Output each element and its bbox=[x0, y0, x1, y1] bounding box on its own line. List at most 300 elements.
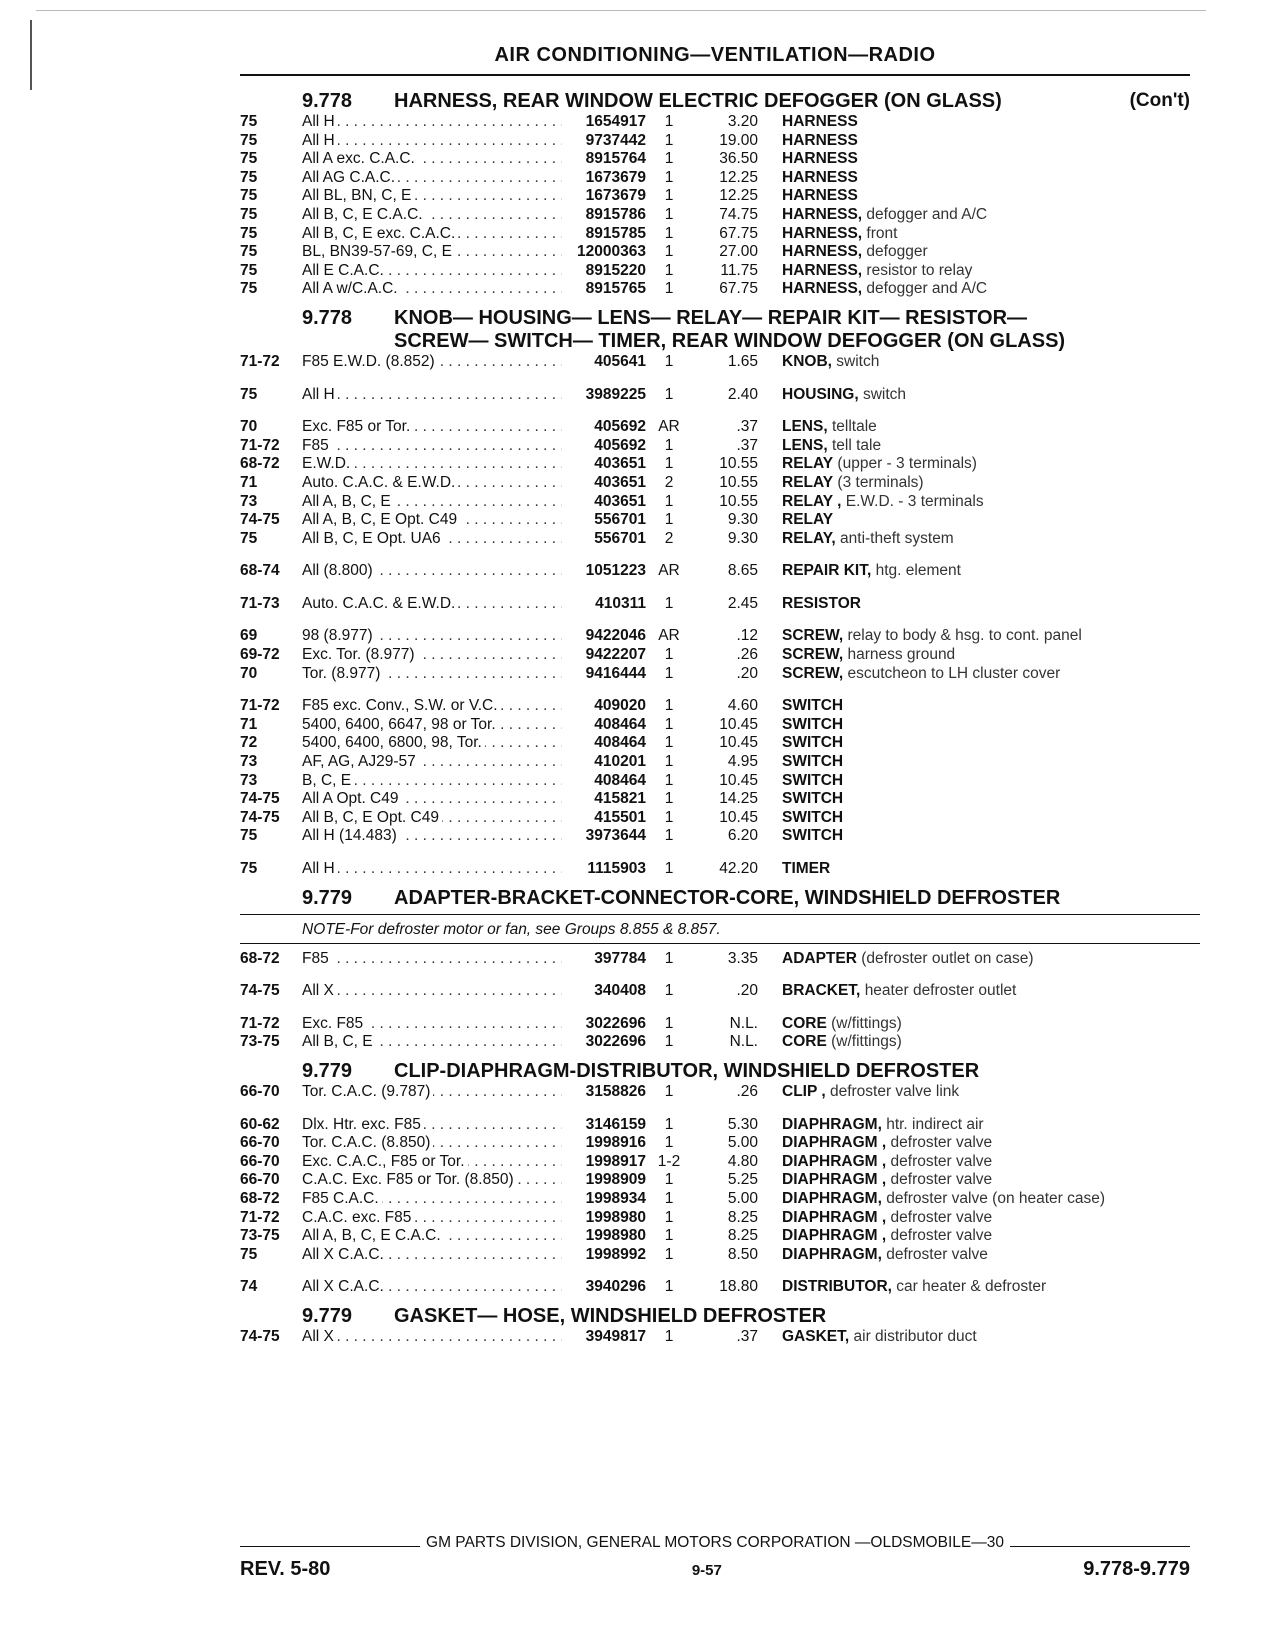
model-year: 73 bbox=[240, 753, 258, 771]
application-text: All A w/C.A.C. bbox=[302, 280, 401, 297]
part-number: 1998980 bbox=[585, 1208, 646, 1226]
model-year: 68-74 bbox=[240, 562, 280, 580]
part-number: 403651 bbox=[594, 473, 646, 491]
part-row bbox=[240, 734, 1200, 753]
part-name: SCREW, bbox=[782, 664, 844, 682]
part-name: HARNESS, bbox=[782, 205, 863, 223]
group-range: 9.778-9.779 bbox=[1083, 1558, 1190, 1580]
application bbox=[302, 132, 562, 151]
part-detail: switch bbox=[836, 352, 880, 370]
model-year: 74-75 bbox=[240, 1327, 280, 1345]
part-name: SWITCH bbox=[782, 715, 844, 733]
part-number: 405692 bbox=[594, 418, 646, 436]
part-number: 9416444 bbox=[585, 664, 646, 682]
part-description bbox=[758, 169, 1200, 188]
part-description bbox=[758, 1033, 1200, 1052]
quantity: 1 bbox=[664, 771, 674, 789]
model-year: 71 bbox=[240, 473, 258, 491]
part-name: HARNESS bbox=[782, 168, 858, 186]
application bbox=[302, 150, 562, 169]
application-text: Dlx. Htr. exc. F85 bbox=[302, 1116, 424, 1133]
application-text: F85 bbox=[302, 437, 332, 454]
price: 36.50 bbox=[719, 150, 758, 168]
price: 10.45 bbox=[719, 715, 758, 733]
part-row bbox=[240, 1015, 1200, 1034]
part-number: 9737442 bbox=[585, 131, 646, 149]
group-number: 9.778 bbox=[302, 90, 353, 112]
model-year: 71-72 bbox=[240, 1014, 280, 1032]
quantity: 1 bbox=[664, 646, 674, 664]
application bbox=[302, 243, 562, 262]
application-text: All A, B, C, E bbox=[302, 493, 394, 510]
part-description bbox=[758, 1153, 1200, 1172]
application bbox=[302, 530, 562, 549]
block-gap bbox=[240, 683, 1200, 697]
part-description bbox=[758, 716, 1200, 735]
application-text: Tor. C.A.C. (8.850) bbox=[302, 1134, 433, 1151]
model-year: 74-75 bbox=[240, 511, 280, 529]
application-text: Exc. Tor. (8.977) bbox=[302, 646, 418, 663]
part-number: 405641 bbox=[594, 352, 646, 370]
application bbox=[302, 455, 562, 474]
quantity: 1 bbox=[664, 664, 674, 682]
group-number: 9.779 bbox=[302, 1059, 353, 1082]
part-row bbox=[240, 437, 1200, 456]
application-text: All B, C, E C.A.C. bbox=[302, 206, 426, 223]
block-gap bbox=[240, 1001, 1200, 1015]
application-text: Exc. F85 bbox=[302, 1015, 366, 1032]
price: 12.25 bbox=[719, 187, 758, 205]
application-text: E.W.D. bbox=[302, 455, 353, 472]
model-year: 71-72 bbox=[240, 697, 280, 715]
application-text: C.A.C. exc. F85 bbox=[302, 1209, 414, 1226]
part-name: HARNESS bbox=[782, 113, 858, 130]
application bbox=[302, 1116, 562, 1135]
part-description bbox=[758, 753, 1200, 772]
application-text: 98 (8.977) bbox=[302, 627, 376, 644]
group-heading bbox=[240, 1305, 1200, 1328]
part-description bbox=[758, 474, 1200, 493]
block-gap bbox=[240, 846, 1200, 860]
part-detail: resistor to relay bbox=[866, 261, 973, 279]
application bbox=[302, 1209, 562, 1228]
model-year: 75 bbox=[240, 860, 258, 877]
price: 8.50 bbox=[727, 1245, 758, 1263]
part-number: 8915765 bbox=[585, 280, 646, 298]
application bbox=[302, 169, 562, 188]
group-title-line: SCREW— SWITCH— TIMER, REAR WINDOW DEFOGGER (ON GLASS) bbox=[394, 329, 1066, 352]
quantity: 1 bbox=[664, 1115, 674, 1133]
part-row bbox=[240, 716, 1200, 735]
quantity: 1 bbox=[664, 697, 674, 715]
part-name: DIAPHRAGM, bbox=[782, 1115, 882, 1133]
quantity: 1 bbox=[664, 131, 674, 149]
quantity: 1 bbox=[664, 1227, 674, 1245]
part-description bbox=[758, 243, 1200, 262]
quantity: 1 bbox=[664, 808, 674, 826]
part-row bbox=[240, 627, 1200, 646]
part-number: 8915220 bbox=[585, 261, 646, 279]
part-number: 3973644 bbox=[585, 827, 646, 845]
price: 4.60 bbox=[727, 697, 758, 715]
part-name: DIAPHRAGM, bbox=[782, 1189, 882, 1207]
application-text: All E C.A.C. bbox=[302, 262, 387, 279]
model-year: 68-72 bbox=[240, 455, 280, 473]
application bbox=[302, 1246, 562, 1265]
group-title bbox=[394, 90, 1130, 113]
part-name: SWITCH bbox=[782, 808, 844, 826]
part-number: 403651 bbox=[594, 492, 646, 510]
part-name: DIAPHRAGM , bbox=[782, 1134, 887, 1152]
part-detail: air distributor duct bbox=[853, 1327, 977, 1345]
part-number: 1051223 bbox=[585, 562, 646, 580]
quantity: 2 bbox=[664, 473, 674, 491]
part-row bbox=[240, 243, 1200, 262]
heading-rule bbox=[240, 74, 1190, 76]
model-year: 71-72 bbox=[240, 436, 280, 454]
application bbox=[302, 646, 562, 665]
price: 42.20 bbox=[719, 860, 758, 877]
quantity: 1 bbox=[664, 187, 674, 205]
application bbox=[302, 418, 562, 437]
block-gap bbox=[240, 1264, 1200, 1278]
price: 27.00 bbox=[719, 243, 758, 261]
price: 10.55 bbox=[719, 455, 758, 473]
model-year: 74-75 bbox=[240, 808, 280, 826]
part-number: 405692 bbox=[594, 436, 646, 454]
application bbox=[302, 280, 562, 299]
part-row bbox=[240, 280, 1200, 299]
part-number: 1998980 bbox=[585, 1227, 646, 1245]
part-row bbox=[240, 982, 1200, 1001]
part-description bbox=[758, 627, 1200, 646]
quantity: 1 bbox=[664, 352, 674, 370]
application bbox=[302, 595, 562, 614]
part-number: 1998992 bbox=[585, 1245, 646, 1263]
block-gap bbox=[240, 613, 1200, 627]
part-detail: defroster valve link bbox=[829, 1082, 960, 1100]
price: 6.20 bbox=[727, 827, 758, 845]
group-title-line: ADAPTER-BRACKET-CONNECTOR-CORE, WINDSHIELD DEFROSTER bbox=[394, 886, 1061, 909]
model-year: 75 bbox=[240, 1245, 258, 1263]
group-title-line: HARNESS, REAR WINDOW ELECTRIC DEFOGGER (ON GLASS) bbox=[394, 90, 1002, 112]
price: .20 bbox=[736, 664, 758, 682]
model-year: 75 bbox=[240, 113, 258, 130]
model-year: 66-70 bbox=[240, 1134, 280, 1152]
part-detail: front bbox=[866, 224, 898, 242]
application bbox=[302, 206, 562, 225]
quantity: 1 bbox=[664, 436, 674, 454]
part-row bbox=[240, 418, 1200, 437]
application-text: C.A.C. Exc. F85 or Tor. (8.850) bbox=[302, 1171, 517, 1188]
application bbox=[302, 1083, 562, 1102]
price: 8.25 bbox=[727, 1208, 758, 1226]
quantity: 1 bbox=[664, 1189, 674, 1207]
application-text: All (8.800) bbox=[302, 562, 376, 579]
part-name: SWITCH bbox=[782, 827, 844, 845]
application-text: All BL, BN, C, E bbox=[302, 187, 414, 204]
quantity: 1 bbox=[664, 168, 674, 186]
group-heading bbox=[240, 307, 1200, 353]
part-row bbox=[240, 1033, 1200, 1052]
part-description bbox=[758, 132, 1200, 151]
application bbox=[302, 734, 562, 753]
application bbox=[302, 262, 562, 281]
part-description bbox=[758, 595, 1200, 614]
application bbox=[302, 827, 562, 846]
part-name: DIAPHRAGM , bbox=[782, 1208, 887, 1226]
part-number: 1673679 bbox=[585, 168, 646, 186]
part-row bbox=[240, 809, 1200, 828]
application bbox=[302, 225, 562, 244]
part-detail: anti-theft system bbox=[840, 529, 954, 547]
model-year: 74-75 bbox=[240, 982, 280, 1000]
part-row bbox=[240, 562, 1200, 581]
part-number: 3022696 bbox=[585, 1014, 646, 1032]
part-number: 8915764 bbox=[585, 150, 646, 168]
application bbox=[302, 716, 562, 735]
part-description bbox=[758, 1246, 1200, 1265]
part-number: 408464 bbox=[594, 771, 646, 789]
application-text: All A Opt. C49 bbox=[302, 790, 402, 807]
part-name: CLIP , bbox=[782, 1082, 826, 1100]
part-detail: defroster valve (on heater case) bbox=[886, 1189, 1106, 1207]
application-text: All H bbox=[302, 132, 338, 149]
quantity: AR bbox=[658, 418, 680, 436]
part-description bbox=[758, 1083, 1200, 1102]
quantity: 1 bbox=[664, 280, 674, 298]
part-name: TIMER bbox=[782, 860, 831, 877]
page-number: 9-57 bbox=[691, 1562, 722, 1579]
group-title-line: GASKET— HOSE, WINDSHIELD DEFROSTER bbox=[394, 1304, 827, 1327]
price: 9.30 bbox=[727, 511, 758, 529]
model-year: 73 bbox=[240, 771, 258, 789]
model-year: 70 bbox=[240, 418, 258, 436]
model-year: 75 bbox=[240, 529, 258, 547]
application-text: Auto. C.A.C. & E.W.D. bbox=[302, 474, 458, 491]
model-year: 73-75 bbox=[240, 1033, 280, 1051]
part-name: HARNESS, bbox=[782, 261, 863, 279]
quantity: 1 bbox=[664, 150, 674, 168]
application bbox=[302, 982, 562, 1001]
price: .37 bbox=[736, 418, 758, 436]
application-text: AF, AG, AJ29-57 bbox=[302, 753, 419, 770]
part-row bbox=[240, 1209, 1200, 1228]
application bbox=[302, 772, 562, 791]
quantity: 1 bbox=[664, 982, 674, 1000]
application-text: All B, C, E exc. C.A.C. bbox=[302, 225, 458, 242]
part-number: 409020 bbox=[594, 697, 646, 715]
part-detail: (w/fittings) bbox=[831, 1014, 902, 1032]
part-row bbox=[240, 113, 1200, 132]
part-description bbox=[758, 353, 1200, 372]
price: 11.75 bbox=[720, 261, 758, 279]
quantity: 1 bbox=[664, 1014, 674, 1032]
application bbox=[302, 627, 562, 646]
application bbox=[302, 753, 562, 772]
quantity: 1 bbox=[664, 790, 674, 808]
part-row bbox=[240, 1278, 1200, 1297]
part-name: SWITCH bbox=[782, 734, 844, 752]
part-name: HARNESS bbox=[782, 131, 858, 149]
section-note: NOTE-For defroster motor or fan, see Groups 8.855 & 8.857. bbox=[302, 920, 721, 938]
part-row bbox=[240, 386, 1200, 405]
group-title bbox=[394, 887, 1200, 910]
application bbox=[302, 1278, 562, 1297]
part-detail: defroster valve bbox=[886, 1245, 988, 1263]
quantity: 1 bbox=[664, 1082, 674, 1100]
price: 10.45 bbox=[719, 734, 758, 752]
price: 5.00 bbox=[727, 1189, 758, 1207]
part-row bbox=[240, 595, 1200, 614]
part-row bbox=[240, 827, 1200, 846]
quantity: 1 bbox=[664, 261, 674, 279]
price: 74.75 bbox=[719, 205, 758, 223]
part-detail: defroster valve bbox=[890, 1208, 993, 1226]
part-row bbox=[240, 1171, 1200, 1190]
group-title bbox=[394, 1060, 1200, 1083]
part-number: 408464 bbox=[594, 734, 646, 752]
part-description bbox=[758, 827, 1200, 846]
part-row bbox=[240, 1083, 1200, 1102]
part-detail: defogger and A/C bbox=[866, 280, 988, 298]
part-number: 403651 bbox=[594, 455, 646, 473]
part-row bbox=[240, 1134, 1200, 1153]
model-year: 75 bbox=[240, 224, 258, 242]
price: 10.55 bbox=[719, 492, 758, 510]
part-description bbox=[758, 455, 1200, 474]
part-number: 415501 bbox=[594, 808, 646, 826]
model-year: 75 bbox=[240, 205, 258, 223]
model-year: 71 bbox=[240, 715, 258, 733]
part-detail: tell tale bbox=[831, 436, 882, 454]
price: 2.40 bbox=[727, 385, 758, 403]
application bbox=[302, 493, 562, 512]
part-row bbox=[240, 753, 1200, 772]
application-text: Auto. C.A.C. & E.W.D. bbox=[302, 595, 458, 612]
model-year: 75 bbox=[240, 280, 258, 298]
quantity: AR bbox=[658, 627, 680, 645]
part-description bbox=[758, 646, 1200, 665]
part-name: HARNESS bbox=[782, 187, 858, 205]
application bbox=[302, 1328, 562, 1347]
part-number: 340408 bbox=[594, 982, 646, 1000]
part-name: SWITCH bbox=[782, 790, 844, 808]
model-year: 68-72 bbox=[240, 949, 280, 967]
application-text: All X C.A.C. bbox=[302, 1246, 387, 1263]
part-description bbox=[758, 386, 1200, 405]
part-description bbox=[758, 950, 1200, 969]
quantity: 1 bbox=[664, 734, 674, 752]
part-row bbox=[240, 455, 1200, 474]
part-number: 1115903 bbox=[587, 860, 646, 877]
price: .37 bbox=[736, 1327, 758, 1345]
section-rule bbox=[240, 914, 1200, 915]
application bbox=[302, 950, 562, 969]
part-name: KNOB, bbox=[782, 352, 832, 370]
part-name: SWITCH bbox=[782, 771, 844, 789]
price: 14.25 bbox=[719, 790, 758, 808]
price: 10.55 bbox=[719, 473, 758, 491]
part-row bbox=[240, 262, 1200, 281]
part-description bbox=[758, 562, 1200, 581]
part-number: 8915786 bbox=[585, 205, 646, 223]
part-row bbox=[240, 790, 1200, 809]
part-row bbox=[240, 530, 1200, 549]
application-text: All AG C.A.C. bbox=[302, 169, 398, 186]
application bbox=[302, 562, 562, 581]
model-year: 75 bbox=[240, 187, 258, 205]
quantity: AR bbox=[658, 562, 680, 580]
part-row bbox=[240, 1116, 1200, 1135]
part-description bbox=[758, 493, 1200, 512]
part-number: 556701 bbox=[594, 529, 646, 547]
block-gap bbox=[240, 968, 1200, 982]
price: 5.30 bbox=[727, 1115, 758, 1133]
quantity: 1 bbox=[664, 224, 674, 242]
part-row bbox=[240, 772, 1200, 791]
application bbox=[302, 474, 562, 493]
application bbox=[302, 386, 562, 405]
model-year: 74-75 bbox=[240, 790, 280, 808]
part-number: 1998909 bbox=[585, 1171, 646, 1189]
part-name: HARNESS, bbox=[782, 224, 863, 242]
application bbox=[302, 437, 562, 456]
part-description bbox=[758, 225, 1200, 244]
price: 4.80 bbox=[727, 1152, 758, 1170]
part-description bbox=[758, 280, 1200, 299]
part-description bbox=[758, 772, 1200, 791]
quantity: 1 bbox=[664, 205, 674, 223]
model-year: 75 bbox=[240, 243, 258, 261]
part-number: 9422207 bbox=[585, 646, 646, 664]
part-description bbox=[758, 511, 1200, 530]
quantity: 1 bbox=[664, 492, 674, 510]
part-description bbox=[758, 113, 1200, 132]
part-detail: car heater & defroster bbox=[896, 1278, 1047, 1296]
part-detail: telltale bbox=[831, 418, 877, 436]
application bbox=[302, 809, 562, 828]
part-name: LENS, bbox=[782, 436, 828, 454]
application bbox=[302, 860, 562, 879]
quantity: 1 bbox=[664, 511, 674, 529]
quantity: 1 bbox=[664, 1278, 674, 1296]
model-year: 69 bbox=[240, 627, 258, 645]
part-number: 556701 bbox=[594, 511, 646, 529]
application-text: All A, B, C, E Opt. C49 bbox=[302, 511, 460, 528]
part-name: CORE bbox=[782, 1033, 827, 1051]
model-year: 73-75 bbox=[240, 1227, 280, 1245]
application-text: All X bbox=[302, 1328, 337, 1345]
price: 8.65 bbox=[727, 562, 758, 580]
price: .26 bbox=[736, 646, 758, 664]
price: 3.35 bbox=[727, 949, 758, 967]
part-number: 3940296 bbox=[585, 1278, 646, 1296]
part-name: ADAPTER bbox=[782, 949, 857, 967]
application bbox=[302, 353, 562, 372]
part-number: 3989225 bbox=[585, 385, 646, 403]
quantity: 1 bbox=[664, 1245, 674, 1263]
part-name: RESISTOR bbox=[782, 594, 861, 612]
group-title-line: CLIP-DIAPHRAGM-DISTRIBUTOR, WINDSHIELD DEFROSTER bbox=[394, 1059, 980, 1082]
application-text: All H (14.483) bbox=[302, 827, 400, 844]
price: 1.65 bbox=[727, 352, 758, 370]
part-detail: htg. element bbox=[875, 562, 961, 580]
application-text: F85 bbox=[302, 950, 332, 967]
quantity: 1 bbox=[664, 1208, 674, 1226]
group-title-line: KNOB— HOUSING— LENS— RELAY— REPAIR KIT— RESISTOR— bbox=[394, 306, 1028, 329]
price: .26 bbox=[736, 1082, 758, 1100]
